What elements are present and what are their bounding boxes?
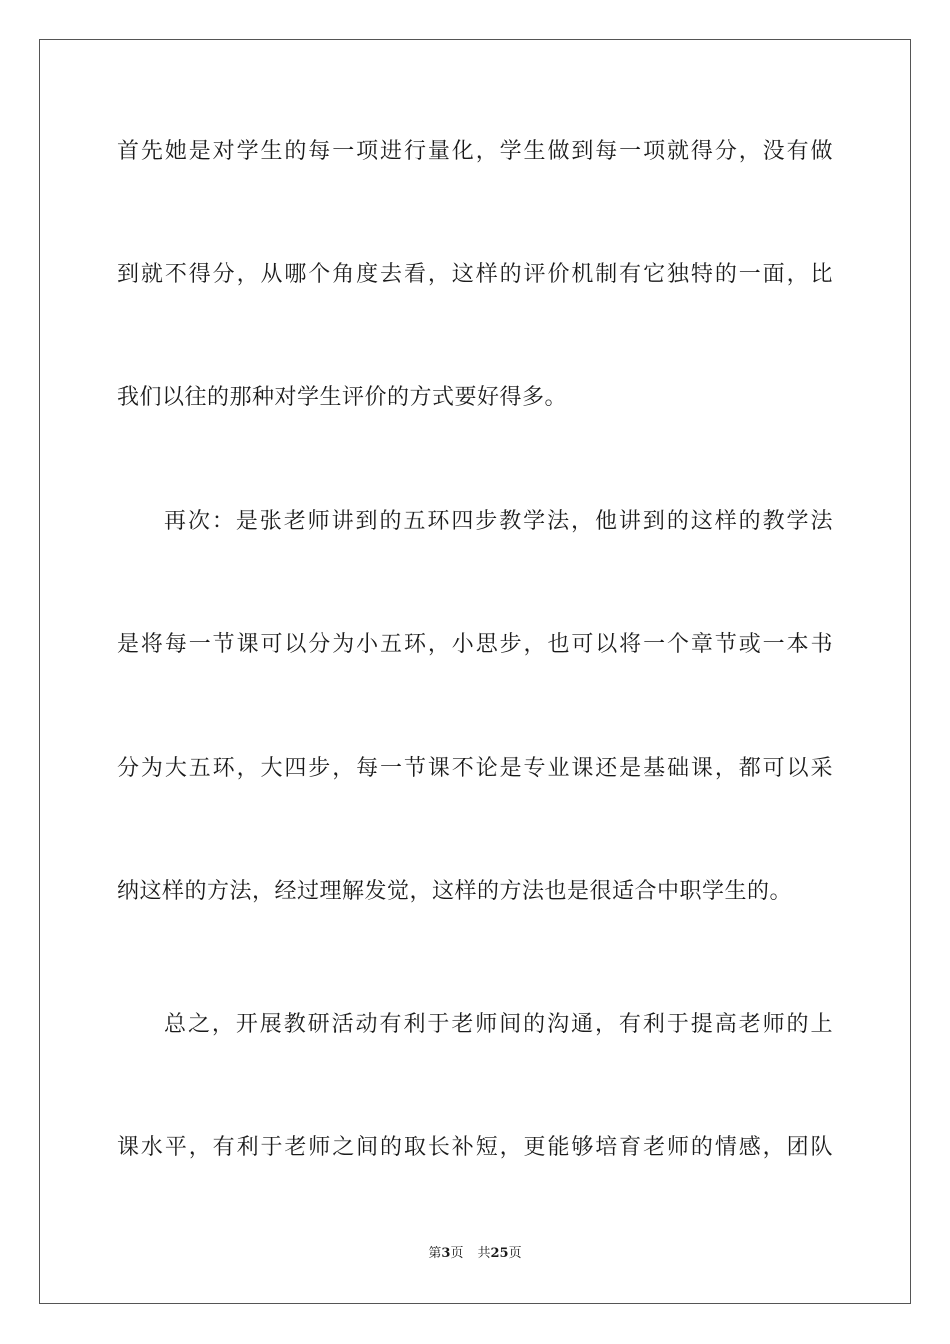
page-suffix: 页	[450, 1246, 464, 1261]
paragraph-line-3: 我们以往的那种对学生评价的方式要好得多。	[117, 385, 568, 410]
paragraph-line-8: 总之，开展教研活动有利于老师间的沟通，有利于提高老师的上	[164, 1012, 833, 1037]
paragraph-line-2: 到就不得分，从哪个角度去看，这样的评价机制有它独特的一面，比	[117, 262, 833, 287]
paragraph-line-6: 分为大五环，大四步，每一节课不论是专业课还是基础课，都可以采	[117, 756, 833, 781]
page-border	[39, 39, 911, 1304]
paragraph-line-4: 再次：是张老师讲到的五环四步教学法，他讲到的这样的教学法	[164, 509, 833, 534]
paragraph-line-7: 纳这样的方法，经过理解发觉，这样的方法也是很适合中职学生的。	[117, 879, 793, 904]
total-page-number: 25	[490, 1246, 509, 1261]
paragraph-line-9: 课水平，有利于老师之间的取长补短，更能够培育老师的情感，团队	[117, 1135, 833, 1160]
page-footer	[0, 1245, 950, 1263]
total-prefix: 共	[477, 1246, 491, 1261]
current-page-number: 3	[441, 1246, 451, 1261]
paragraph-line-1: 首先她是对学生的每一项进行量化，学生做到每一项就得分，没有做	[117, 139, 833, 164]
page-prefix: 第	[428, 1246, 442, 1261]
paragraph-line-5: 是将每一节课可以分为小五环，小思步，也可以将一个章节或一本书	[117, 632, 833, 657]
total-suffix: 页	[508, 1246, 522, 1261]
